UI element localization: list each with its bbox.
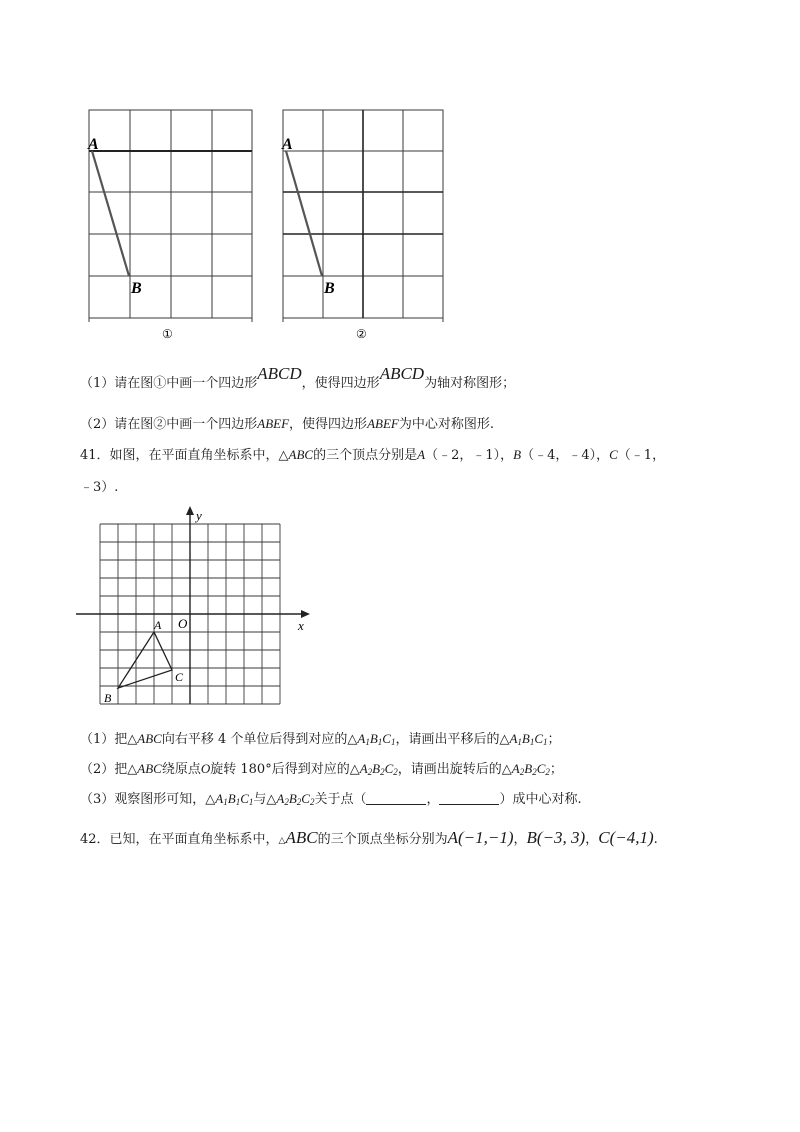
q40-part-1: （1）请在图①中画一个四边形ABCD，使得四边形ABCD为轴对称图形； <box>80 364 516 391</box>
q41-part-1: （1）把△ABC向右平移 4 个单位后得到对应的$\triangle A_1B_1C_1$，请画出平移后的$\triangle A_1B_1C_1$； <box>80 731 561 747</box>
q41-statement: 41．如图，在平面直角坐标系中，△ABC的三个顶点分别是A（﹣2，﹣1），B（﹣4，﹣4），C（﹣1， <box>80 447 666 463</box>
y-axis-arrow <box>186 506 194 515</box>
figure-caption: ① <box>162 327 173 341</box>
q41-statement-cont: ﹣3）. <box>80 480 119 495</box>
grid-figure-1 <box>82 104 262 344</box>
answer-blank-2[interactable] <box>439 792 499 805</box>
x-axis-label: x <box>298 618 304 633</box>
figure-caption: ② <box>356 327 367 341</box>
segment-ab-2 <box>286 151 322 276</box>
label-point-a: A <box>88 136 99 153</box>
triangle-abc <box>118 632 172 688</box>
coordinate-plane <box>72 504 322 714</box>
vertex-b-label: B <box>104 691 112 705</box>
grid-figure-2 <box>276 104 456 344</box>
label-point-b: B <box>324 280 335 297</box>
x-axis-arrow <box>301 610 310 618</box>
origin-label: O <box>178 616 188 631</box>
answer-blank-1[interactable] <box>366 792 426 805</box>
label-point-a: A <box>282 136 293 153</box>
vertex-c-label: C <box>175 670 184 684</box>
vertex-a-label: A <box>154 618 162 632</box>
q41-part-2: （2）把△ABC绕原点O旋转 180°后得到对应的$\triangle A_2B_2C_2$，请画出旋转后的$\triangle A_2B_2C_2$； <box>80 761 563 777</box>
q42-statement: 42．已知，在平面直角坐标系中，△ABC的三个顶点坐标分别为A(−1,−1)，B(−3, 3)，C(−4,1). <box>80 828 658 847</box>
label-point-b: B <box>131 280 142 297</box>
q40-part-2: （2）请在图②中画一个四边形ABEF，使得四边形ABEF为中心对称图形. <box>80 416 494 432</box>
y-axis-label: y <box>196 508 202 523</box>
segment-ab-1 <box>92 151 129 276</box>
q41-part-3: （3）观察图形可知，$\triangle A_1B_1C_1$与$\triangle A_2B_2C_2$关于点（ ， ）成中心对称. <box>80 791 582 807</box>
